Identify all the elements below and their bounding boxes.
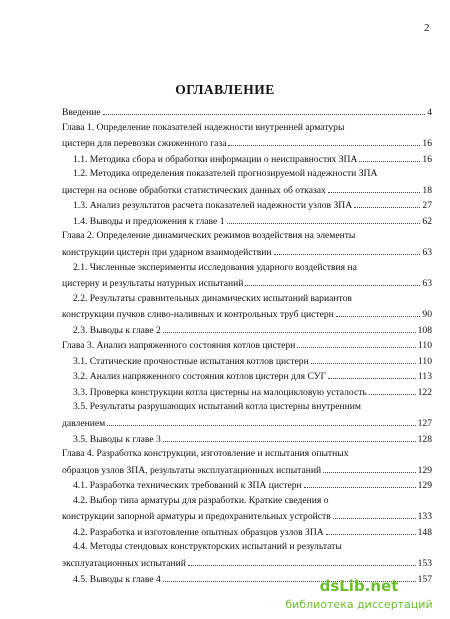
toc-entry-text: 3.3. Проверка конструкции котла цистерны на малоцикловую усталость	[73, 387, 367, 398]
toc-entry-text: цистерну и результаты натурных испытаний	[62, 278, 244, 289]
toc-dot-leader	[163, 433, 416, 442]
toc-dot-leader	[304, 479, 416, 488]
toc-dot-leader	[323, 464, 415, 473]
toc-dot-leader	[245, 277, 420, 286]
toc-line	[73, 370, 432, 382]
toc-entry-text: Глава 4. Разработка конструкции, изготовление и испытания опытных	[62, 448, 349, 459]
toc-line	[73, 541, 432, 553]
toc-entry-text: 1.2. Методика определения показателей прогнозируемой надежности ЗПА	[73, 168, 378, 179]
toc-line	[73, 355, 432, 367]
toc-entry-text: 4.4. Методы стендовых конструкторских испытаний и результаты	[73, 541, 342, 552]
toc-dot-leader	[328, 184, 421, 193]
toc-entry-text: 3.5. Выводы к главе 3	[73, 434, 161, 445]
watermark-subtitle: библиотека диссертаций	[285, 598, 433, 611]
toc-entry-text: 3.1. Статические прочностные испытания котлов цистерн	[73, 356, 309, 367]
toc-dot-leader	[228, 137, 420, 146]
toc-line	[62, 106, 432, 118]
toc-line	[62, 246, 432, 258]
toc-page-number: 153	[417, 558, 432, 569]
toc-page-number: 108	[417, 325, 432, 336]
toc-line	[62, 339, 432, 351]
toc-page-number: 110	[417, 356, 432, 367]
toc-dot-leader	[103, 106, 426, 115]
toc-page-number: 4	[427, 107, 432, 118]
toc-dot-leader	[311, 355, 416, 364]
toc-line	[62, 184, 432, 196]
toc-entry-text: Глава 2. Определение динамических режимов воздействия на элементы	[62, 230, 356, 241]
toc-entry-text: давлением	[62, 418, 106, 429]
toc-entry-text: 2.3. Выводы к главе 2	[73, 325, 161, 336]
toc-line	[73, 386, 432, 398]
toc-line	[62, 122, 432, 134]
toc-page-number: 157	[417, 574, 432, 585]
toc-line	[62, 557, 432, 569]
toc-page-number: 16	[422, 138, 432, 149]
toc-entry-text: цистерн на основе обработки статистических данных об отказах	[62, 185, 326, 196]
toc-line	[62, 448, 432, 460]
toc-dot-leader	[188, 557, 416, 566]
toc-dot-leader	[274, 246, 421, 255]
toc-dot-leader	[227, 215, 421, 224]
toc-page-number: 133	[417, 511, 432, 522]
toc-page-number: 122	[417, 387, 432, 398]
toc-line	[62, 137, 432, 149]
toc-line	[62, 230, 432, 242]
toc-page-number: 127	[417, 418, 432, 429]
toc-line	[62, 417, 432, 429]
toc-page-number: 129	[417, 480, 432, 491]
toc-line	[73, 433, 432, 445]
toc-line	[73, 479, 432, 491]
toc-line	[73, 293, 432, 305]
toc-line	[73, 168, 432, 180]
toc-dot-leader	[163, 324, 416, 333]
toc-title: ОГЛАВЛЕНИЕ	[175, 82, 275, 97]
toc-page-number: 110	[417, 340, 432, 351]
toc-dot-leader	[354, 199, 420, 208]
watermark	[274, 577, 444, 615]
toc-entry-text: 4.5. Выводы к главе 4	[73, 574, 161, 585]
toc-line	[73, 199, 432, 211]
toc-entry-text: 4.1. Разработка технических требований к ЗПА цистерн	[73, 480, 302, 491]
toc-page-number: 16	[422, 154, 432, 165]
toc-page-number: 62	[422, 216, 432, 227]
toc-entry-text: 3.5. Результаты разрушающих испытаний котла цистерны внутренним	[73, 401, 361, 412]
toc-line	[73, 324, 432, 336]
toc-entry-text: 2.1. Численные эксперименты исследования ударного воздействия на	[73, 262, 357, 273]
toc-dot-leader	[336, 308, 421, 317]
toc-entry-text: 3.2. Анализ напряженного состояния котлов цистерн для СУГ	[73, 371, 327, 382]
toc-line	[73, 262, 432, 274]
toc-line	[62, 308, 432, 320]
toc-entry-text: Глава 1. Определение показателей надежности внутренней арматуры	[62, 122, 345, 133]
toc-line	[73, 401, 432, 413]
toc-line	[62, 277, 432, 289]
toc-entry-text: 1.3. Анализ результатов расчета показателей надежности узлов ЗПА	[73, 200, 353, 211]
toc-page-number: 129	[417, 465, 432, 476]
page-number: 2	[424, 22, 430, 34]
toc-page-number: 18	[422, 185, 432, 196]
toc-page-number: 148	[417, 527, 432, 538]
toc-line	[62, 464, 432, 476]
toc-page-number: 27	[422, 200, 432, 211]
toc-line	[73, 215, 432, 227]
toc-entry-text: цистерн для перевозки сжиженного газа	[62, 138, 227, 149]
toc-entry-text: 1.4. Выводы и предложения к главе 1	[73, 216, 225, 227]
toc-page-number: 90	[422, 309, 432, 320]
toc-entry-text: образцов узлов ЗПА, результаты эксплуатационных испытаний	[62, 465, 322, 476]
toc-entry-text: 4.2. Выбор типа арматуры для разработки. Краткие сведения о	[73, 495, 329, 506]
toc-entry-text: 4.2. Разработка и изготовление опытных образцов узлов ЗПА	[73, 527, 324, 538]
toc-dot-leader	[297, 339, 416, 348]
toc-entry-text: эксплуатационных испытаний	[62, 558, 186, 569]
toc-entry-text: Введение	[62, 107, 101, 118]
toc-dot-leader	[333, 510, 416, 519]
toc-line	[73, 526, 432, 538]
toc-line	[62, 510, 432, 522]
toc-dot-leader	[328, 370, 416, 379]
toc-line	[73, 153, 432, 165]
toc-entry-text: конструкции запорной арматуры и предохранительных устройств	[62, 511, 331, 522]
toc-dot-leader	[326, 526, 416, 535]
toc-line	[73, 495, 432, 507]
toc-page-number: 128	[417, 434, 432, 445]
toc-page-number: 63	[422, 247, 432, 258]
toc-page-number: 113	[417, 371, 432, 382]
toc-dot-leader	[359, 153, 420, 162]
watermark-logo: dsLib.net	[319, 577, 399, 595]
toc-entry-text: конструкции пучков сливо-наливных и контрольных труб цистерн	[62, 309, 334, 320]
toc-page-number: 63	[422, 278, 432, 289]
toc-entry-text: 1.1. Методика сбора и обработки информации о неисправностях ЗПА	[73, 154, 358, 165]
toc-entry-text: конструкции цистерн при ударном взаимодействии	[62, 247, 272, 258]
toc-entry-text: Глава 3. Анализ напряженного состояния котлов цистерн	[62, 340, 296, 351]
toc-dot-leader	[369, 386, 416, 395]
toc-entry-text: 2.2. Результаты сравнительных динамических испытаний вариантов	[73, 293, 352, 304]
toc-dot-leader	[107, 417, 415, 426]
